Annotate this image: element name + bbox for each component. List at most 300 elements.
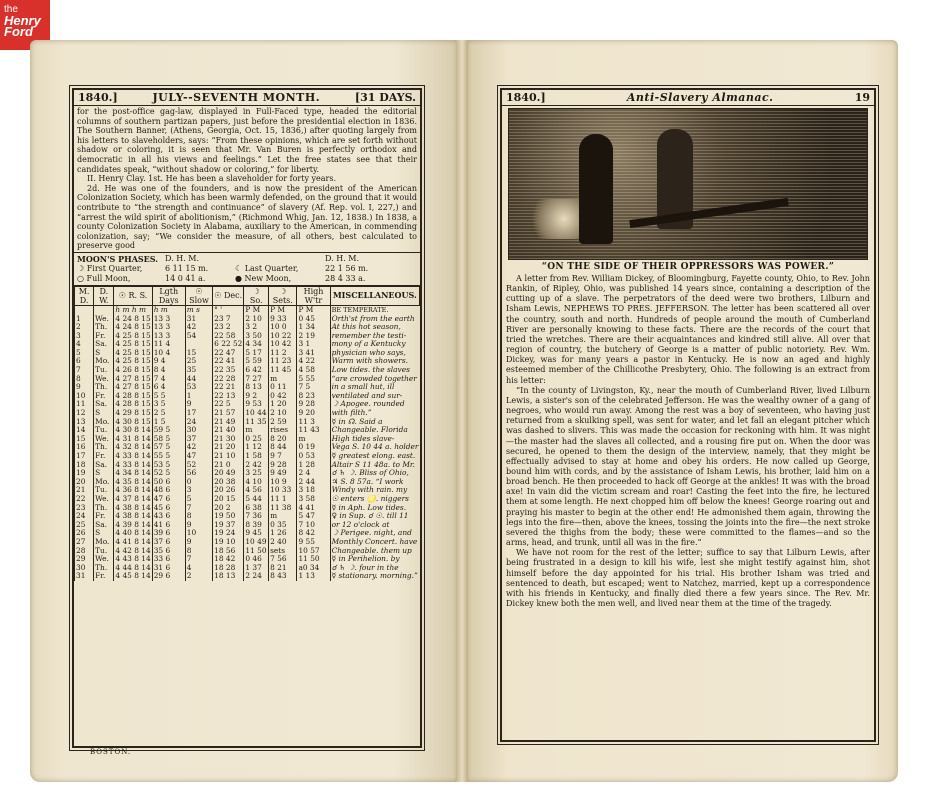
calendar-cell: 3 25 bbox=[244, 469, 269, 478]
calendar-cell: 11 45 bbox=[269, 366, 297, 375]
calendar-cell: 50 6 bbox=[152, 478, 185, 487]
calendar-cell: 4 33 8 14 bbox=[115, 452, 151, 460]
calendar-cell: Vega S. 10 44 a. holder bbox=[331, 443, 419, 452]
calendar-cell: 43 6 bbox=[152, 512, 185, 521]
calendar-cell: 4 25 8 15 bbox=[115, 348, 151, 357]
calendar-cell: 2 5 bbox=[152, 409, 185, 418]
unit-cell: h m h m bbox=[114, 305, 152, 314]
left-paragraph: 2d. He was one of the founders, and is now the president of the American Colonization Society, which has been warmly defended, on the ground that it would contribute to “the strength and continuance” of slavery (Af. Rep. vol. I, 227,) and “arrest the wild spirit of abolitionism,” (Richmond Whig, Jan. 12, 1838.) In 1838, a county Colonization Society in Alabama, auxiliary to the American, in commending colonization, say; “We consider the measure, of all others, best calculated to preserve good bbox=[77, 183, 417, 251]
calendar-row bbox=[75, 512, 420, 521]
calendar-cell: 7 5 bbox=[297, 383, 330, 392]
unit-cell bbox=[94, 305, 114, 314]
calendar-cell: 7 bbox=[185, 555, 212, 564]
calendar-cell: 11 3 bbox=[297, 418, 330, 427]
calendar-cell: Monthly Concert. have bbox=[330, 538, 419, 547]
calendar-cell: 23 bbox=[75, 504, 94, 513]
calendar-cell: 23 7 bbox=[213, 315, 244, 324]
calendar-cell: 18 56 bbox=[213, 547, 244, 556]
calendar-cell: Changeable. Florida bbox=[330, 426, 419, 435]
calendar-cell: Th. bbox=[94, 383, 114, 392]
calendar-cell: S bbox=[94, 409, 114, 418]
illustration-caption: “ON THE SIDE OF THEIR OPPRESSORS WAS POWER.” bbox=[541, 262, 835, 272]
calendar-cell: 35 6 bbox=[152, 547, 185, 556]
calendar-cell: 9 4 bbox=[152, 357, 185, 366]
calendar-row bbox=[75, 564, 420, 573]
calendar-cell: 7 bbox=[185, 504, 212, 513]
calendar-cell: 4 41 8 14 bbox=[115, 537, 151, 546]
phase-name: ☾ Last Quarter, bbox=[235, 263, 299, 273]
col-header: High W'tr bbox=[297, 286, 330, 305]
calendar-cell: 25 bbox=[185, 357, 212, 366]
calendar-cell: 0 25 bbox=[244, 435, 269, 444]
calendar-cell: ☽ Perigee. night, and bbox=[330, 529, 419, 538]
calendar-cell: Orth'st from the earth bbox=[330, 315, 419, 324]
calendar-cell: 2 bbox=[185, 572, 212, 581]
calendar-row bbox=[75, 555, 420, 564]
calendar-cell: Fr. bbox=[94, 452, 114, 461]
calendar-cell: 8 42 bbox=[297, 529, 330, 538]
calendar-cell: 2 4 bbox=[297, 469, 330, 478]
unit-cell: BE TEMPERATE. bbox=[330, 305, 419, 314]
calendar-cell: 20 2 bbox=[213, 504, 244, 513]
calendar-cell: 10 4 bbox=[152, 349, 185, 358]
calendar-cell bbox=[185, 340, 212, 349]
unit-cell: P M bbox=[269, 305, 297, 314]
calendar-cell: 0 11 bbox=[269, 383, 297, 392]
calendar-cell: 9 bbox=[185, 521, 212, 530]
calendar-row bbox=[75, 357, 420, 366]
unit-cell: P M bbox=[297, 305, 330, 314]
calendar-cell: 4 27 8 15 bbox=[115, 383, 151, 392]
calendar-cell: 4 10 bbox=[244, 478, 269, 487]
calendar-cell: 1 26 bbox=[269, 529, 297, 538]
calendar-cell: We. bbox=[94, 375, 114, 384]
calendar-cell: 18 13 bbox=[213, 572, 244, 581]
calendar-cell: ☉ enters ♌. niggers bbox=[330, 495, 419, 504]
calendar-cell: 9 49 bbox=[269, 469, 297, 478]
calendar-cell: 2 10 bbox=[244, 315, 269, 324]
calendar-row bbox=[75, 375, 420, 384]
calendar-cell: 31 6 bbox=[152, 564, 185, 573]
calendar-cell: 21 49 bbox=[213, 418, 244, 427]
calendar-cell: Fr. bbox=[94, 512, 114, 521]
left-paragraph: II. Henry Clay. 1st. He has been a slaveholder for forty years. bbox=[87, 174, 337, 184]
calendar-cell: 8 44 bbox=[269, 443, 297, 452]
calendar-cell: 4 40 8 14 bbox=[115, 529, 151, 538]
calendar-cell: 2 59 bbox=[269, 418, 297, 427]
calendar-cell: 10 44 bbox=[244, 409, 269, 418]
calendar-cell: 3 1 bbox=[297, 340, 330, 349]
calendar-cell: 13 3 bbox=[152, 323, 185, 332]
calendar-cell: 19 bbox=[75, 469, 94, 478]
calendar-cell: 18 42 bbox=[213, 555, 244, 564]
calendar-cell: Mo. bbox=[94, 538, 114, 547]
calendar-cell: We. bbox=[94, 435, 114, 444]
calendar-cell: 22 5 bbox=[213, 400, 244, 409]
calendar-cell: 0 46 bbox=[244, 555, 269, 564]
calendar-cell: 10 9 bbox=[269, 478, 297, 487]
calendar-cell: ☿ in ☊. Said a bbox=[330, 418, 419, 427]
calendar-row bbox=[75, 435, 420, 444]
calendar-cell: Fr. bbox=[94, 392, 114, 401]
calendar-cell: 5 bbox=[185, 495, 212, 504]
calendar-cell: ☿ in Aph. Low tides. bbox=[330, 504, 419, 513]
calendar-cell: 8 39 bbox=[244, 521, 269, 530]
calendar-cell: 47 6 bbox=[152, 495, 185, 504]
calendar-cell: 19 50 bbox=[213, 512, 244, 521]
calendar-cell: 9 33 bbox=[269, 315, 297, 324]
calendar-cell: 4 24 8 15 bbox=[115, 323, 151, 332]
phase-time: 28 4 33 a. bbox=[325, 273, 366, 283]
calendar-cell: Fr. bbox=[94, 572, 114, 581]
calendar-cell: 15 bbox=[185, 349, 212, 358]
calendar-cell: 13 3 bbox=[152, 315, 185, 324]
open-almanac bbox=[30, 40, 898, 782]
calendar-units-row bbox=[75, 305, 420, 314]
calendar-cell: 22 58 bbox=[213, 332, 244, 341]
calendar-cell: 48 6 bbox=[152, 486, 185, 495]
calendar-cell: 30 bbox=[75, 564, 94, 573]
calendar-cell: ☌ ♄ ☽. Bliss of Ohio, bbox=[330, 469, 419, 478]
calendar-cell: 19 24 bbox=[213, 529, 244, 538]
calendar-cell: 0 19 bbox=[297, 443, 330, 452]
calendar-cell: 7 4 bbox=[152, 375, 185, 384]
unit-cell: h m bbox=[152, 305, 185, 314]
calendar-cell: ☌ ♄ ☽. four in the bbox=[330, 564, 419, 573]
calendar-cell: We. bbox=[94, 555, 114, 564]
calendar-row bbox=[75, 521, 420, 530]
calendar-cell: 9 bbox=[75, 383, 94, 392]
calendar-cell: 8 bbox=[185, 512, 212, 521]
calendar-cell: 4 41 bbox=[297, 504, 330, 513]
calendar-header-row bbox=[75, 286, 420, 305]
calendar-cell: 11 bbox=[75, 400, 94, 409]
calendar-cell: 37 bbox=[185, 435, 212, 444]
calendar-cell: 8 43 bbox=[269, 572, 297, 581]
calendar-cell: 47 bbox=[185, 452, 212, 461]
calendar-cell: 4 24 8 15 bbox=[115, 314, 151, 323]
calendar-cell: 19 37 bbox=[213, 521, 244, 530]
calendar-cell: 5 5 bbox=[152, 392, 185, 401]
unit-cell: m s bbox=[185, 305, 212, 314]
phase-time: 6 11 15 m. bbox=[165, 263, 209, 273]
calendar-cell: 9 28 bbox=[297, 400, 330, 409]
right-header-page-number: 19 bbox=[854, 91, 870, 104]
calendar-cell: 11 1 bbox=[269, 495, 297, 504]
col-header: ☉ Slow bbox=[185, 286, 212, 305]
calendar-cell: Sa. bbox=[94, 461, 114, 470]
calendar-cell: 10 bbox=[75, 392, 94, 401]
calendar-cell: 42 bbox=[185, 323, 212, 332]
calendar-cell: Mo. bbox=[94, 357, 114, 366]
calendar-cell: “are crowded together bbox=[330, 375, 419, 384]
calendar-cell: 54 bbox=[185, 332, 212, 341]
calendar-row bbox=[75, 366, 420, 375]
col-header: MISCELLANEOUS. bbox=[330, 286, 419, 305]
calendar-cell: 3 5 bbox=[152, 400, 185, 409]
calendar-cell: rises bbox=[269, 426, 297, 435]
calendar-cell: 53 5 bbox=[152, 461, 185, 470]
calendar-row bbox=[75, 315, 420, 324]
calendar-cell: with filth.” bbox=[330, 409, 419, 418]
calendar-cell: We. bbox=[94, 315, 114, 324]
calendar-cell: 22 28 bbox=[213, 375, 244, 384]
calendar-cell: 18 bbox=[75, 461, 94, 470]
calendar-cell: 44 bbox=[185, 375, 212, 384]
calendar-cell: in a small hut, ill bbox=[330, 383, 419, 392]
calendar-cell: 37 6 bbox=[152, 538, 185, 547]
right-header-year: 1840.] bbox=[506, 91, 546, 104]
right-paragraph: We have not room for the rest of the letter; suffice to say that Lilburn Lewis, after being frustrated in a design to kill his wife, lest she might testify against him, shot himself before the day appointed for his trial. His brother Isham was tried and sentenced to death, but escaped; went to Natchez, married, kept up a correspondence with his friends in Kentucky, and finally died there a few years since. The Rev. Mr. Dickey knew both the men well, and lived near them at the time of the tragedy. bbox=[506, 547, 870, 608]
calendar-cell: 4 25 8 15 bbox=[115, 357, 151, 366]
calendar-cell: 3 bbox=[75, 332, 94, 341]
right-page-text bbox=[502, 273, 874, 608]
calendar-cell: 14 bbox=[75, 426, 94, 435]
calendar-cell: 8 13 bbox=[244, 383, 269, 392]
calendar-cell: 4 bbox=[75, 340, 94, 349]
standing-figure bbox=[579, 134, 613, 244]
calendar-cell: 20 15 bbox=[213, 495, 244, 504]
calendar-cell: 1 34 bbox=[297, 323, 330, 332]
calendar-row bbox=[75, 529, 420, 538]
calendar-cell: 45 6 bbox=[152, 504, 185, 513]
calendar-cell: 21 57 bbox=[213, 409, 244, 418]
calendar-cell: 20 49 bbox=[213, 469, 244, 478]
calendar-cell: 1 58 bbox=[244, 452, 269, 461]
calendar-cell: 9 53 bbox=[244, 400, 269, 409]
calendar-cell: 4 36 8 14 bbox=[115, 486, 151, 495]
calendar-cell: 4 22 bbox=[297, 357, 330, 366]
calendar-cell: 4 30 8 14 bbox=[115, 426, 151, 435]
calendar-cell: Fr. bbox=[94, 332, 114, 341]
calendar-cell: 21 30 bbox=[213, 435, 244, 444]
calendar-cell: 0 45 bbox=[297, 315, 330, 324]
calendar-cell: Windy with rain. my bbox=[330, 486, 419, 495]
calendar-cell: 4 25 8 15 bbox=[115, 331, 151, 340]
calendar-cell: a0 34 bbox=[297, 564, 330, 573]
calendar-cell: 29 6 bbox=[152, 572, 185, 581]
calendar-cell: 52 bbox=[185, 461, 212, 470]
calendar-cell: ☿ in Perihelion. by bbox=[330, 555, 419, 564]
moon-phases bbox=[74, 252, 420, 286]
calendar-row bbox=[75, 495, 420, 504]
calendar-cell: Tu. bbox=[94, 486, 114, 495]
calendar-cell: 11 38 bbox=[269, 504, 297, 513]
unit-cell: ° ' bbox=[213, 305, 244, 314]
calendar-cell: Th. bbox=[94, 564, 114, 573]
calendar-row bbox=[75, 478, 420, 487]
calendar-cell: 4 34 8 14 bbox=[115, 469, 151, 478]
calendar-cell: 5 44 bbox=[244, 495, 269, 504]
calendar-row bbox=[75, 469, 420, 478]
calendar-row bbox=[75, 572, 420, 581]
calendar-table bbox=[74, 286, 420, 581]
calendar-cell: High tides slave- bbox=[330, 435, 419, 444]
calendar-cell: 13 bbox=[75, 418, 94, 427]
calendar-cell: 6 bbox=[75, 357, 94, 366]
calendar-cell: 4 56 bbox=[244, 486, 269, 495]
calendar-cell: 11 2 bbox=[269, 349, 297, 358]
calendar-cell: 5 47 bbox=[297, 512, 330, 521]
calendar-cell: 1 13 bbox=[297, 572, 330, 581]
calendar-cell: 4 26 8 15 bbox=[115, 366, 151, 375]
calendar-cell: 9 55 bbox=[297, 538, 330, 547]
calendar-cell: 20 bbox=[75, 478, 94, 487]
col-header: D. W. bbox=[94, 286, 114, 305]
calendar-cell: Altair S 11 48a. to Mr. bbox=[330, 461, 419, 470]
calendar-cell: 1 37 bbox=[244, 564, 269, 573]
calendar-cell: 2 44 bbox=[297, 478, 330, 487]
calendar-cell: 9 bbox=[185, 538, 212, 547]
calendar-cell: 26 bbox=[75, 529, 94, 538]
left-page-header bbox=[74, 90, 420, 106]
calendar-cell: 4 28 8 15 bbox=[115, 400, 151, 409]
calendar-cell: 13 3 bbox=[152, 332, 185, 341]
calendar-cell: m bbox=[269, 512, 297, 521]
phase-time: 14 0 41 a. bbox=[165, 273, 206, 283]
calendar-cell: Tu. bbox=[94, 366, 114, 375]
calendar-cell: 5 17 bbox=[244, 349, 269, 358]
calendar-cell: At this hot season, bbox=[330, 323, 419, 332]
book-spine bbox=[456, 40, 468, 782]
calendar-row bbox=[75, 547, 420, 556]
calendar-cell: 25 bbox=[75, 521, 94, 530]
right-page-frame bbox=[500, 88, 876, 742]
calendar-cell: 1 bbox=[185, 392, 212, 401]
calendar-cell: 4 31 8 14 bbox=[115, 434, 151, 443]
calendar-cell: 0 42 bbox=[269, 392, 297, 401]
calendar-cell: 31 bbox=[75, 572, 94, 581]
calendar-cell: 21 40 bbox=[213, 426, 244, 435]
calendar-cell: 11 43 bbox=[297, 426, 330, 435]
calendar-row bbox=[75, 486, 420, 495]
calendar-cell: 10 57 bbox=[297, 547, 330, 556]
calendar-cell: 7 10 bbox=[297, 521, 330, 530]
calendar-cell: 11 35 bbox=[244, 418, 269, 427]
calendar-row bbox=[75, 426, 420, 435]
calendar-cell: S bbox=[94, 529, 114, 538]
calendar-cell: 4 58 bbox=[297, 366, 330, 375]
calendar-row bbox=[75, 332, 420, 341]
calendar-cell: m bbox=[297, 435, 330, 444]
calendar-cell: Th. bbox=[94, 504, 114, 513]
calendar-row bbox=[75, 443, 420, 452]
calendar-cell: 0 53 bbox=[297, 452, 330, 461]
calendar-cell: 5 bbox=[75, 349, 94, 358]
left-header-title: JULY--SEVENTH MONTH. bbox=[152, 91, 321, 104]
calendar-cell: 35 bbox=[185, 366, 212, 375]
calendar-cell: 52 5 bbox=[152, 469, 185, 478]
calendar-cell: Warm with showers. bbox=[330, 357, 419, 366]
calendar-cell: or 12 o'clock at bbox=[330, 521, 419, 530]
calendar-row bbox=[75, 323, 420, 332]
calendar-row bbox=[75, 340, 420, 349]
calendar-cell: Changeable. them up bbox=[330, 547, 419, 556]
calendar-cell: 12 bbox=[75, 409, 94, 418]
col-header: ☉ Dec. bbox=[213, 286, 244, 305]
calendar-cell: 27 bbox=[75, 538, 94, 547]
calendar-cell: 53 bbox=[185, 383, 212, 392]
calendar-cell: 22 bbox=[75, 495, 94, 504]
woodcut-illustration bbox=[508, 108, 868, 260]
calendar-cell: 10 42 bbox=[269, 340, 297, 349]
calendar-cell: 21 0 bbox=[213, 461, 244, 470]
calendar-cell: 22 35 bbox=[213, 366, 244, 375]
calendar-cell: 8 bbox=[75, 375, 94, 384]
calendar-cell: mony of a Kentucky bbox=[330, 340, 419, 349]
calendar-cell: 19 10 bbox=[213, 538, 244, 547]
calendar-cell: 59 5 bbox=[152, 426, 185, 435]
left-page-text bbox=[74, 106, 420, 252]
calendar-cell: 10 33 bbox=[269, 486, 297, 495]
calendar-cell: remember the testi- bbox=[330, 332, 419, 341]
left-paragraph: for the post-office gag-law, displayed in Full-Faced type, headed the editorial columns of southern partizan papers, just before the presidential election in 1836. The Southern Banner, (Athens, Georgia, Oct. 15, 1836,) after quoting largely from his letters to slaveholders, says: “From these opinions, which are set forth without shadow or coloring, it is seen that Mr. Van Buren is perfectly orthodox and democratic in all his views and feelings.” Let the free states see that their candidates speak, “without shadow or coloring,” for liberty. bbox=[77, 107, 417, 174]
calendar-cell: 4 25 8 15 bbox=[115, 340, 151, 349]
calendar-cell: 8 23 bbox=[297, 392, 330, 401]
calendar-cell: 21 10 bbox=[213, 452, 244, 461]
calendar-cell: 1 5 bbox=[152, 418, 185, 427]
calendar-cell: 20 26 bbox=[213, 486, 244, 495]
calendar-cell: 0 bbox=[185, 478, 212, 487]
phase-name: ☽ First Quarter, bbox=[77, 263, 143, 273]
calendar-cell: 6 22 52 bbox=[214, 340, 243, 349]
calendar-cell: 4 44 8 14 bbox=[115, 563, 151, 572]
calendar-cell: 9 2 bbox=[244, 392, 269, 401]
logo-line-2: Henry bbox=[4, 13, 41, 28]
calendar-cell: 57 5 bbox=[152, 443, 185, 452]
calendar-cell: 4 38 8 14 bbox=[115, 512, 151, 521]
calendar-cell: Th. bbox=[94, 443, 114, 452]
calendar-cell: 30 bbox=[185, 426, 212, 435]
col-header: Lgth Days bbox=[152, 286, 185, 305]
calendar-cell: 6 38 bbox=[244, 504, 269, 513]
calendar-cell: 9 28 bbox=[269, 461, 297, 470]
calendar-cell: 4 29 8 15 bbox=[115, 409, 151, 418]
calendar-cell: 7 36 bbox=[244, 512, 269, 521]
calendar-cell: 3 18 bbox=[297, 486, 330, 495]
calendar-cell: 4 33 8 14 bbox=[115, 460, 151, 469]
calendar-cell: 2 19 bbox=[297, 332, 330, 341]
calendar-cell: 10 49 bbox=[244, 538, 269, 547]
calendar-cell: 55 5 bbox=[152, 452, 185, 461]
calendar-cell: 22 41 bbox=[213, 357, 244, 366]
calendar-row bbox=[75, 461, 420, 470]
calendar-cell: Th. bbox=[94, 323, 114, 332]
calendar-row bbox=[75, 452, 420, 461]
calendar-cell: 11 23 bbox=[269, 357, 297, 366]
calendar-row bbox=[75, 409, 420, 418]
calendar-cell: 16 bbox=[75, 443, 94, 452]
calendar-cell: 1 bbox=[75, 315, 94, 324]
calendar-cell: 2 40 bbox=[269, 538, 297, 547]
calendar-cell: 18 28 bbox=[213, 564, 244, 573]
calendar-cell: 4 30 8 15 bbox=[115, 417, 151, 426]
col-header: ☽ Sets. bbox=[269, 286, 297, 305]
calendar-row bbox=[75, 538, 420, 547]
calendar-cell: 4 32 8 14 bbox=[115, 443, 151, 452]
calendar-cell: physician who says, bbox=[330, 349, 419, 358]
calendar-cell: 4 37 8 14 bbox=[115, 494, 151, 503]
calendar-cell: ☽ Apogee. rounded bbox=[330, 400, 419, 409]
calendar-cell: 39 6 bbox=[152, 529, 185, 538]
calendar-cell: 7 bbox=[75, 366, 94, 375]
calendar-cell: 8 20 bbox=[269, 435, 297, 444]
left-page-footer: BOSTON. bbox=[90, 748, 132, 756]
logo-line-3: Ford bbox=[4, 24, 33, 39]
calendar-cell: 42 bbox=[185, 443, 212, 452]
calendar-cell: 33 6 bbox=[152, 555, 185, 564]
calendar-cell: 1 12 bbox=[244, 443, 269, 452]
